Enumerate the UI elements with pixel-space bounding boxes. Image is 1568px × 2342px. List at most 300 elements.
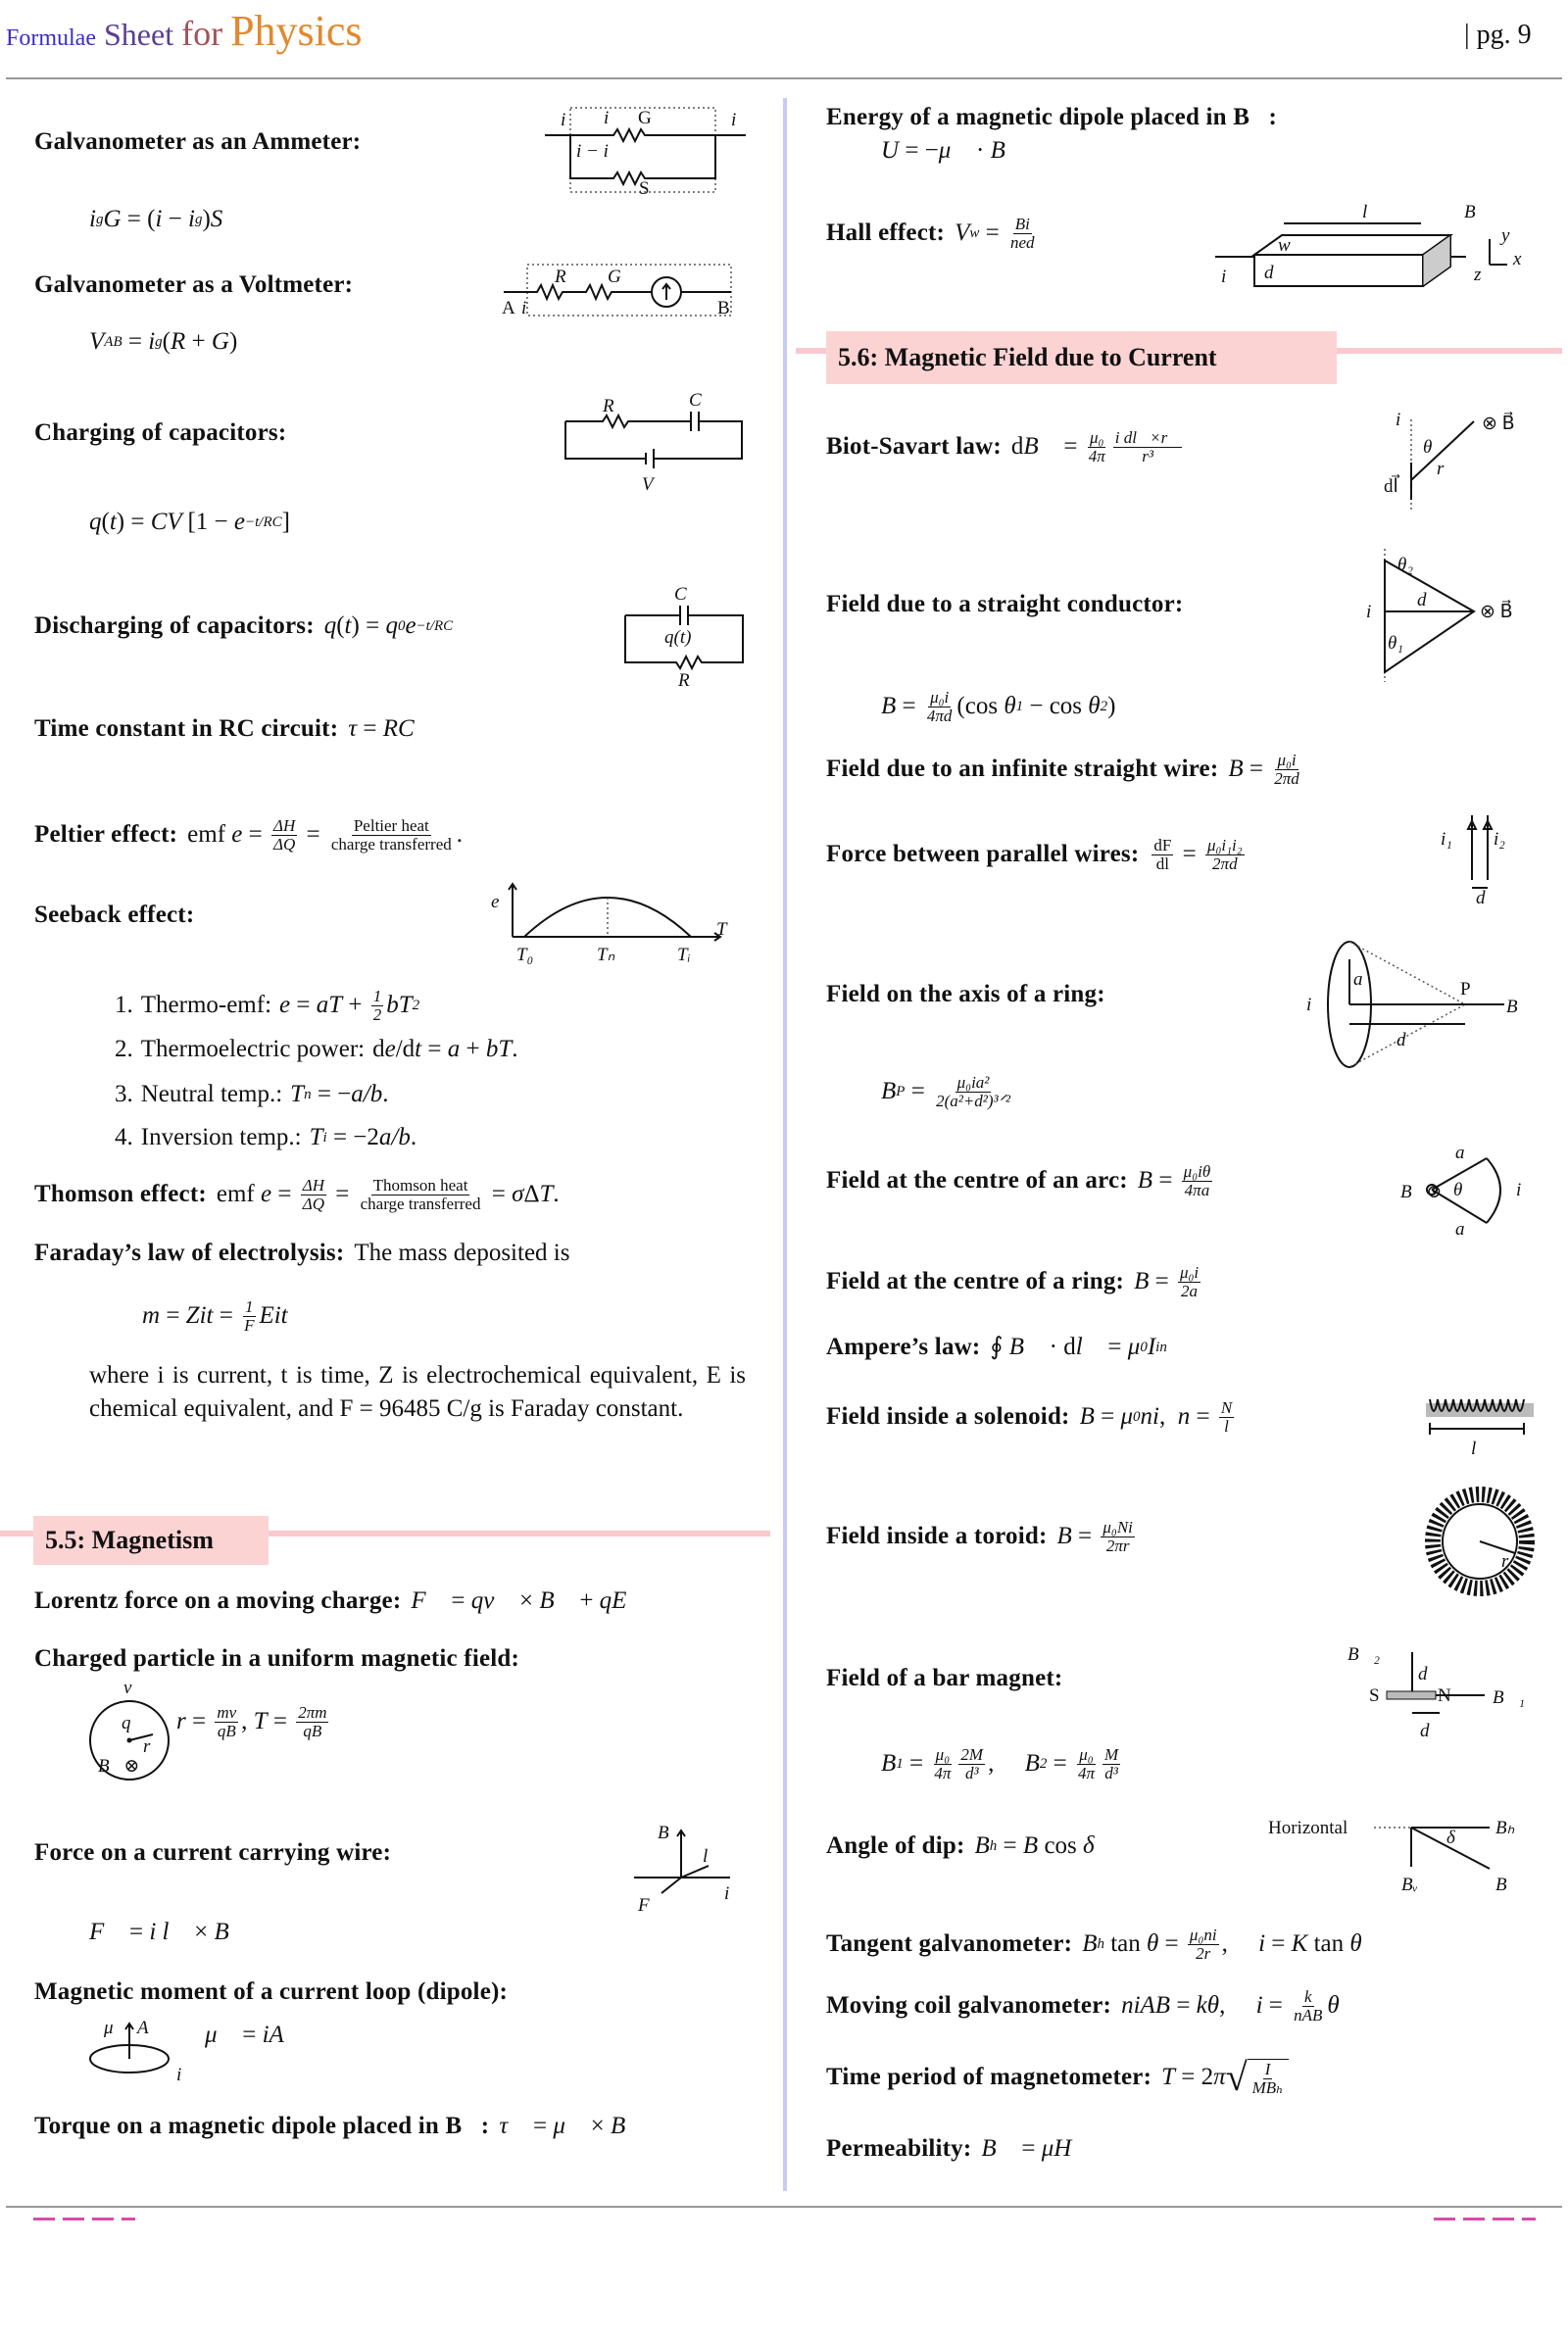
sheet-title [6,6,370,56]
formula: q ( t ) = q 0 e −t/RC [324,610,453,643]
math-text: θ [1147,1930,1159,1957]
math-text: = [905,1078,932,1104]
math-text: = ( [126,206,156,232]
entry-label: Permeability: [826,2135,972,2162]
math-text: Eit [259,1302,288,1329]
fraction [296,1704,328,1740]
math-text: B [1022,1832,1039,1859]
title-word: Formulae [6,25,96,51]
math-text: q [89,509,102,535]
label-theta: θ [1453,1180,1463,1200]
math-text: d [372,1036,385,1062]
biot-savart-diagram [1372,402,1529,510]
math-text: × [187,1919,215,1945]
label-i-minus-ig: i − i [576,141,609,162]
label-B1: B⃗₁ [1493,1687,1525,1708]
numerator: μ₀ [1079,1744,1094,1764]
fraction [1292,1988,1324,2025]
math-text: V [89,328,105,355]
entry-bar-magnet [826,1662,1072,1695]
math-text: ( [162,328,171,355]
math-text: ni [1140,1403,1159,1430]
formula: e = aT + $\frac{1}{2}$ bT 2 [279,986,420,1024]
label-Bv: Bᵥ [1401,1875,1418,1895]
math-text: = [271,1181,298,1207]
list-number: 1. [115,992,133,1018]
force-wire-diagram [632,1819,740,1916]
math-text: emf [187,821,232,848]
entry-force-wire [34,1836,401,1870]
numerator: μ₀Ni [1102,1517,1133,1537]
entry-faraday [34,1237,577,1270]
label-Tn: Tₙ [597,945,615,965]
math-text: t [344,612,352,639]
denominator: l [1224,1416,1229,1436]
math-text: B [881,1750,897,1777]
math-text: ) = [351,612,386,639]
label-Bh: Bₕ [1495,1818,1515,1838]
formula: B h = B cos δ [975,1830,1095,1863]
entry-thomson [34,1175,560,1213]
label-V: V [642,474,654,495]
math-text: R [171,328,186,355]
math-text: = [1190,1403,1216,1430]
numerator: I [1264,2059,1271,2078]
math-text: . [382,1081,389,1107]
denominator: 2 [372,1004,382,1024]
math-text: e [405,612,416,639]
math-text: emf [216,1181,262,1207]
label-G: G [608,267,621,287]
math-text: q [323,612,337,639]
math-text: B [881,693,897,719]
entry-time-constant [34,712,415,746]
header-rule [6,77,1562,79]
denominator: MBₕ [1251,2077,1284,2097]
math-text: = [1015,2135,1042,2162]
entry-magnetic-moment [34,1976,517,2009]
label-i2: i₂ [1494,829,1505,850]
math-text: S [210,206,223,232]
formula-faraday [142,1296,288,1335]
entry-parallel-wires [826,835,1248,873]
math-text: e [384,1036,396,1062]
math-text: = [290,992,317,1018]
math-text: σ [512,1181,524,1207]
math-text: μ⃗ [553,2113,585,2139]
list-number: 2. [115,1036,133,1062]
numerator: Peltier heat [353,815,429,835]
label-i: i [1366,602,1372,622]
formula: B = $\frac{\text{μ₀i}}{4\pi d}$ (cos θ 1 − cos θ 2 ) [881,687,1116,725]
formula [1134,1264,1203,1300]
formula-charged-particle [176,1702,331,1740]
entry-galvanometer-ammeter [34,125,370,159]
label-ig: i [604,108,610,128]
fraction [1087,429,1107,465]
page-number: | pg. 9 [1464,20,1532,50]
denominator: ΔQ [273,834,296,854]
formula [881,134,1024,168]
label-F: F⃗ [638,1895,664,1916]
label-i: i [1221,267,1227,287]
math-text: i [188,206,195,232]
formula [499,2110,644,2143]
label-r: r⃗ [1437,459,1459,479]
numerator: μ₀ [935,1744,951,1764]
math-text: kθ [1196,1992,1220,2019]
math-text: qv⃗ [470,1587,514,1614]
entry-seeback [34,899,204,932]
fraction [1272,752,1301,788]
math-text: n [1177,1403,1191,1430]
numerator: ΔH [273,815,296,835]
label-B-out: B⃗⊙ [1400,1182,1443,1202]
label-r: r [1501,1551,1509,1572]
entry-label: Field inside a solenoid: [826,1403,1070,1430]
label-Ti: Tᵢ [677,945,691,965]
math-text: = [242,821,270,848]
math-text: a/b [378,1124,411,1150]
entry-label: Force on a current carrying wire: [34,1839,392,1866]
math-text: K [1291,1930,1308,1957]
list-text: Inversion temp.: [140,1124,302,1150]
section-heading-magnetic-field: 5.6: Magnetic Field due to Current [826,331,1337,384]
math-text: θ [1004,693,1016,719]
math-text: cos [1038,1832,1084,1859]
math-text: + [185,328,212,355]
label-B: B⃗ [1506,997,1533,1017]
entry-label: Galvanometer as an Ammeter: [34,128,362,155]
math-text: , [1221,1930,1259,1957]
label-B-into: B⃗⊗ [98,1756,140,1777]
math-text: = [1102,1334,1128,1360]
formula: B 1 = $\frac{\text{μ₀}}{4\pi}$ $\frac{2M}{\text{d³}}$ , B 2 = $\frac{\text{μ₀}}{4\pi}$ $\frac{M}{\text{d³}}$ [881,1744,1119,1782]
math-text: a [447,1036,461,1062]
label-w: w [1278,235,1291,256]
formula-magnetic-moment [205,2019,303,2052]
math-text: B [1082,1930,1098,1957]
fraction [1178,1264,1200,1300]
list-item [115,986,420,1024]
math-text: ∮ [990,1334,1009,1360]
math-text: μ [1120,1403,1134,1430]
math-text: ( [336,612,345,639]
label-i: i [731,110,737,130]
discharging-circuit-diagram [623,586,746,689]
fraction [1076,1746,1097,1782]
label-v: v [123,1678,132,1698]
math-text: Δ [523,1181,540,1207]
fraction [934,1074,1012,1110]
math-text: e [233,509,246,535]
numerator: N [1220,1397,1233,1417]
math-text: ) [202,206,211,232]
fraction [329,817,454,854]
list-item [115,1078,388,1111]
label-i: i [1516,1180,1522,1200]
column-divider [783,98,787,2191]
denominator: 2r [1196,1943,1211,1963]
math-text: = [236,2022,263,2048]
entry-label: Seeback effect: [34,902,195,928]
angle-dip-diagram [1264,1808,1529,1896]
math-text: . [410,1124,417,1150]
denominator: 4π [1077,1763,1096,1782]
math-text: = [357,715,383,742]
numerator: Bi [1014,214,1030,233]
entry-label: Charged particle in a uniform magnetic field: [34,1645,520,1672]
math-text: = [485,1181,513,1207]
formula [1138,1163,1215,1199]
math-text: i [148,328,156,355]
math-text: tan [1307,1930,1350,1957]
math-text: = [300,821,326,848]
denominator: dl [1155,854,1169,873]
math-text: i l⃗ [149,1919,188,1945]
math-text: × [513,1587,540,1614]
denominator: charge transferred [330,834,452,854]
voltmeter-circuit-diagram [500,263,745,321]
math-text: G [211,328,229,355]
math-text: + [460,1036,486,1062]
bar-magnet-diagram [1348,1635,1529,1742]
label-B: B [1495,1875,1507,1895]
math-text: t [415,1036,422,1062]
math-text: θ [1327,1992,1340,2019]
math-text: . [553,1181,560,1207]
fraction [242,1298,256,1335]
entry-ring-centre [826,1262,1203,1300]
math-text: = [903,1750,930,1777]
entry-label: Ampere’s law: [826,1334,981,1360]
label-G: G [638,108,652,128]
math-text: niAB [1121,1992,1171,2019]
footer-dash-right [1434,2218,1536,2220]
label-i: i [724,1883,730,1904]
entry-label: Galvanometer as a Voltmeter: [34,271,354,298]
formula [1011,429,1186,465]
formula-voltmeter [89,325,237,359]
math-text: i [1255,1992,1263,2019]
math-text: = [1158,1930,1185,1957]
entry-label: Biot-Savart law: [826,433,1002,460]
label-d: d [1396,1030,1406,1050]
entry-magnetometer [826,2055,1289,2099]
toroid-diagram [1423,1485,1539,1600]
label-B-into: ⊗ B⃗ [1482,414,1515,434]
entry-label: Peltier effect: [34,821,178,848]
numerator: 1 [245,1296,254,1316]
denominator: 2(a²+d²)³ᐟ² [936,1091,1010,1110]
formula-ammeter [89,203,222,236]
math-text: B [1024,1750,1040,1777]
numerator: mv [217,1702,237,1722]
formula [981,2132,1090,2166]
entry-label: Time period of magnetometer: [826,2064,1152,2090]
formula: B = μ 0 ni , n = $\frac{N}{l}$ [1079,1397,1233,1436]
math-text: + [573,1587,600,1614]
math-text: · d [1043,1334,1076,1360]
entry-moving-coil [826,1986,1340,2025]
title-word: Physics [230,7,363,55]
math-text: B⃗ [539,1587,574,1614]
denominator: 2πd [1274,768,1299,788]
entry-label: Field inside a toroid: [826,1523,1048,1549]
math-text: = [1057,433,1084,460]
math-text: B⃗ [1023,433,1058,460]
entry-biot-savart [826,427,1185,465]
label-d: d [1420,1721,1430,1741]
math-text: μ⃗ [205,2022,236,2048]
entry-charged-particle [34,1642,529,1676]
math-text: RC [382,715,415,742]
label-i: i [176,2065,182,2085]
label-theta: θ [1423,437,1433,458]
denominator: charge transferred [360,1194,481,1213]
label-B2: B⃗₂ [1348,1644,1380,1665]
denominator: d³ [1104,1763,1118,1782]
math-text: ) [228,328,238,355]
parallel-wires-diagram [1431,811,1529,908]
denominator: 2a [1181,1281,1199,1300]
denominator: 4πa [1184,1180,1210,1199]
math-text: B⃗ [990,137,1025,164]
math-text: τ⃗ [499,2113,527,2139]
formula: B P = $\frac{\text{μ₀ia²}}{\text{2(a²+d²)³ᐟ²}}$ [881,1072,1010,1110]
math-text: + [342,992,368,1018]
math-text: = [526,2113,554,2139]
math-text: = − [311,1081,352,1107]
solenoid-diagram [1416,1384,1539,1460]
numerator: i dl⃗×r⃗ [1114,427,1181,447]
math-text: π [1213,2064,1226,2090]
formula: i g G = ( i − i g ) S [89,203,222,236]
numerator: μ₀i [1179,1262,1200,1282]
square-root [1225,2055,1289,2099]
numerator: μ₀i [1277,750,1297,769]
math-text: = [1152,1167,1179,1194]
entry-label: Lorentz force on a moving charge: [34,1587,402,1614]
numerator: μ₀ [1089,427,1104,447]
math-text: = [1262,1992,1290,2019]
label-C: C [689,390,702,411]
formula-ring-axis [881,1072,1015,1110]
list-text: Thermo-emf: [140,992,272,1018]
formula [187,817,463,854]
entry-label: Time constant in RC circuit: [34,715,339,742]
hall-effect-diagram [1215,196,1529,294]
entry-ampere [826,1331,1167,1364]
math-text: tan [1103,1930,1148,1957]
entry-label: Field at the centre of an arc: [826,1167,1128,1194]
formula [1056,1519,1137,1555]
fraction [301,1177,326,1213]
entry-arc-centre [826,1161,1215,1199]
label-q: q [122,1713,131,1733]
formula: V AB = i g ( R + G ) [89,325,237,359]
formula [1161,2055,1288,2099]
entry-label: Moving coil galvanometer: [826,1992,1112,2019]
label-B-into: ⊗ B⃗ [1480,602,1513,622]
math-text: T [309,1124,323,1150]
radical-sign-icon: √ [1225,2055,1248,2099]
footer-rule [6,2206,1562,2208]
math-text: = 2 [1175,2064,1214,2090]
formula-charging [89,506,290,539]
math-text: t [109,509,117,535]
entry-lorentz [34,1585,646,1618]
list-text: Neutral temp.: [140,1081,283,1107]
entry-label: Field on the axis of a ring: [826,981,1105,1007]
entry-label: Faraday’s law of electrolysis: [34,1240,345,1266]
entry-torque [34,2110,645,2143]
math-text: r [176,1708,186,1734]
math-text: = [1094,1403,1121,1430]
math-text: qE⃗ [599,1587,646,1614]
denominator: ned [1009,232,1035,252]
math-text: = [122,1919,150,1945]
math-text: = − [899,137,939,164]
label-T: T [716,919,727,940]
denominator: 4π [934,1763,952,1782]
math-text: · [969,137,991,164]
entry-label: Field at the centre of a ring: [826,1268,1125,1294]
entry-label: Energy of a magnetic dipole placed in B⃗: [826,104,1278,130]
math-text: B [1056,1523,1072,1549]
formula [142,1298,288,1335]
numerator: k [1303,1986,1312,2006]
fraction [271,817,297,854]
numerator: μ₀i [930,687,950,707]
entry-charging-capacitors [34,416,296,450]
math-text: = [896,693,922,719]
formula [205,2019,303,2052]
math-text: B [881,1078,897,1104]
formula: T i = −2 a/b . [310,1121,416,1154]
formula: ∮ B⃗ · d l⃗ = μ 0 I in [990,1331,1166,1364]
math-text: = [997,1832,1023,1859]
current-loop-diagram [86,2014,194,2085]
label-B: B⃗ [658,1823,684,1843]
denominator: 2πd [1212,854,1238,873]
math-text: B⃗ [981,2135,1016,2162]
math-text: μH⃗ [1041,2135,1091,2162]
label-S: S [1369,1685,1380,1706]
math-text: × [584,2113,611,2139]
numerator: μ₀ia² [956,1072,990,1092]
entry-toroid [826,1517,1138,1555]
numerator: 1 [372,986,382,1005]
math-text: V [955,220,970,246]
label-delta: δ [1446,1828,1455,1848]
math-text: U [881,137,900,164]
math-text: [1 − [187,509,234,535]
list-number: 3. [115,1081,133,1107]
denominator: r³ [1142,446,1153,465]
math-text: B⃗ [214,1919,249,1945]
label-R: R [555,267,566,287]
math-text: = [329,1181,356,1207]
math-text: aT [316,992,343,1018]
entry-straight-conductor [826,588,1193,621]
math-text: m [142,1302,161,1329]
math-text: T [290,1081,305,1107]
math-text: e [261,1181,272,1207]
math-text: , [1219,1992,1256,2019]
math-text: = [213,1302,240,1329]
math-text: ) [1107,693,1116,719]
